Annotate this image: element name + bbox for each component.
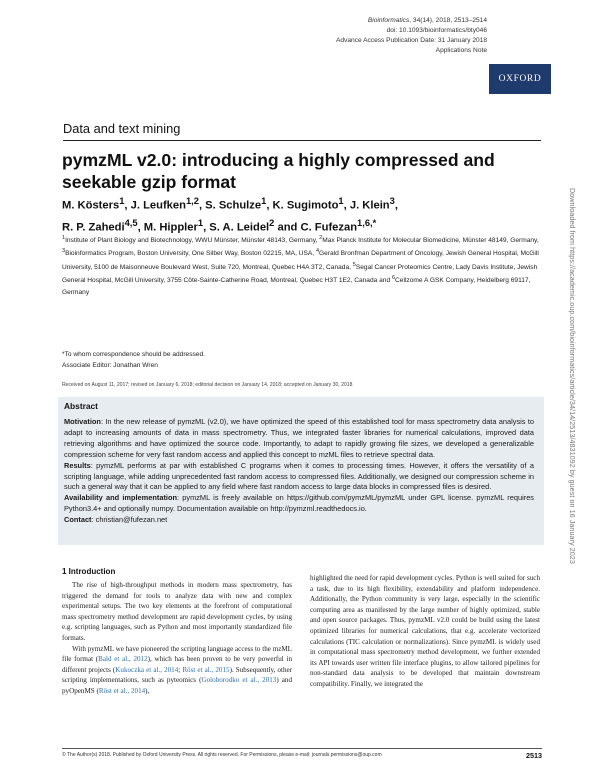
- author-affiliation-marker: 2: [269, 217, 275, 228]
- author[interactable]: S. A. Leidel: [209, 221, 270, 234]
- paragraph-text: ). Subsequently, other scripting implementations, such as pyteomics (: [62, 665, 292, 685]
- author-affiliation-marker: 1: [119, 196, 125, 206]
- reference-link[interactable]: Kukoczka et al., 2014: [115, 665, 179, 674]
- abstract-results: [64, 461, 534, 494]
- author[interactable]: C. Fufezan: [300, 221, 358, 234]
- intro-paragraph-2: [62, 644, 292, 697]
- introduction-heading: 1 Introduction: [62, 567, 116, 576]
- contact-email[interactable]: : christian@fufezan.net: [91, 515, 168, 525]
- correspondence-note: *To whom correspondence should be addressed.: [62, 351, 205, 358]
- body-right-column: [310, 573, 540, 690]
- author-list: [62, 193, 502, 236]
- contact-label: Contact: [64, 515, 92, 525]
- reference-link[interactable]: Bald et al., 2012: [98, 655, 148, 664]
- reference-link[interactable]: Goloborodko et al., 2013: [201, 676, 277, 685]
- abstract-box: [58, 397, 544, 545]
- doi[interactable]: doi: 10.1093/bioinformatics/bty046: [386, 27, 487, 34]
- affiliations: [62, 233, 540, 298]
- intro-paragraph-continued: highlighted the need for rapid development cycles. Python is well suited for such a task, due to its high flexibility, extendability and platform independence. Additionally, the Python community is very large, especially in the scientific computing area as manifested by the large number of highly optimized, stable and open source packages. Thus, pymzML v2.0 could be build using the latest optimized libraries for numerical calculations, that e.g. accelerate vectorized calculations (TIC calculation or normalizations). Since pymzML is widely used in computational mass spectrometry method development, we further extended its API towards user written file interface plugins, to allow tailored pipelines for non-standard data analysis to be developed that maintain downstream compatibility. Finally, we integrated the: [310, 574, 540, 688]
- author-affiliation-marker: 1: [197, 217, 204, 228]
- author-affiliation-marker: 1,2: [185, 196, 199, 206]
- received-dates: Received on August 11, 2017; revised on January 6, 2018; editorial decision on January 14, 2018; accepted on January 30, 2018: [62, 382, 353, 388]
- affiliation-text: Segal Cancer Proteomics Centre, Lady Davis Institute, Jewish General Hospital, McGill University, 3755 Côte-Sainte-Catherine Road, Montreal, Quebec H3T 1E2, Canada and: [62, 263, 538, 285]
- results-text: : pymzML performs at par with established C programs when it comes to processing times. However, it offers the versatility of a scripting language, while adding unprecedented fast random access to compressed files. Additionally, we designed our compression scheme in such a general way that it can be applied to any field where fast random access to large data blocks in compressed files is desired.: [64, 460, 534, 492]
- motivation-label: Motivation: [64, 417, 101, 426]
- author-line-2: R. P. Zahedi$^{4,5}$, M. Hippler$^1$, S. A. Leidel$^2$ and C. Fufezan$^{1,6,*}$: [62, 217, 377, 234]
- paragraph-text: ;: [178, 665, 183, 674]
- oxford-logo[interactable]: [489, 64, 551, 94]
- author[interactable]: M. Hippler: [143, 221, 198, 234]
- author-affiliation-marker: 1: [338, 196, 344, 206]
- paragraph-text: ), which has been proven to be very powerful in different projects (: [62, 655, 292, 674]
- reference-link[interactable]: Röst et al., 2015: [182, 665, 230, 674]
- author-affiliation-marker: 1: [261, 196, 267, 206]
- author[interactable]: S. Schulze: [205, 199, 262, 212]
- author[interactable]: J. Klein: [349, 199, 390, 212]
- affiliation-text: Institute of Plant Biology and Biotechnology, WWU Münster, Münster 48143, Germany,: [65, 237, 320, 245]
- author-affiliation-marker: 1,6,*: [357, 217, 377, 228]
- affiliation-number: 2: [319, 235, 323, 241]
- oxford-logo-text: OXFORD: [498, 74, 542, 84]
- results-label: Results: [64, 460, 91, 470]
- body-left-column: [62, 580, 292, 697]
- journal-name: Bioinformatics: [367, 17, 410, 24]
- motivation-text: : In the new release of pymzML (v2.0), we have optimized the speed of this established tool for mass spectrometry data analysis to adapt to increasing amounts of data in mass spectrometry. Thus, we integrated faster libraries for numerical calculations, improved data retrieving algorithms and have optimized the source code. Importantly, to adapt to rapidly growing file sizes, we developed a generalizable compression scheme for very fast random access and applied this concept to mzML files to retrieve spectral data.: [64, 417, 534, 459]
- author-affiliation-marker: 4,5: [124, 217, 138, 228]
- copyright-notice: © The Author(s) 2018. Published by Oxford University Press. All rights reserved. For Permissions, please e-mail: journals.permissions@oup.com: [62, 752, 382, 758]
- author[interactable]: J. Leufken: [130, 199, 186, 212]
- availability-label: Availability and implementation: [64, 493, 177, 503]
- paragraph-text: ) and pyOpenMS (: [62, 676, 292, 695]
- affiliation-number: 3: [62, 248, 66, 255]
- advance-access-date: Advance Access Publication Date: 31 January 2018: [335, 37, 487, 44]
- section-category: Data and text mining: [63, 121, 181, 136]
- author[interactable]: K. Sugimoto: [272, 199, 339, 212]
- availability-text[interactable]: : pymzML is freely available on https://github.com/pymzML/pymzML under GPL license. pymzML requires Python3.4+ and optionally numpy. Documentation available on http://pymzml.readthedocs.io.: [64, 493, 534, 514]
- header-divider: [63, 140, 541, 141]
- footer-divider: [62, 748, 542, 749]
- reference-link[interactable]: Röst et al., 2014: [98, 686, 146, 695]
- abstract-motivation: [64, 417, 534, 461]
- intro-paragraph-1: The rise of high-throughput methods in modern mass spectrometry, has triggered the demand for tools to analyze data with new and complex experimental setups. The two key elements at the forefront of computational mass spectrometry method development are rapid development cycles, by using e.g. scripting languages, such as Python and most importantly standardized file formats.: [62, 581, 292, 642]
- affiliation-text: Max Planck Institute for Molecular Biomedicine, Münster 48149, Germany,: [322, 237, 539, 245]
- affiliation-number: 1: [62, 235, 66, 241]
- author-affiliation-marker: 3: [389, 196, 395, 206]
- paragraph-text: With pymzML we have pioneered the scripting language access to the mzML file format (: [62, 644, 292, 664]
- download-watermark: Downloaded from https://academic.oup.com/bioinformatics/article/34/14/2513/4831092 by guest on 16 January 2023: [568, 188, 577, 564]
- affiliation-text: Gerald Bronfman Department of Oncology, Jewish General Hospital, McGill University, 5100 de Maisonneuve Boulevard West, Suite 720, Montreal, Quebec H4A 3T2, Canada,: [62, 250, 539, 271]
- affiliation-text: Cellzome A GSK Company, Heidelberg 69117, Germany: [62, 277, 531, 296]
- correspondence-block: [62, 349, 540, 371]
- associate-editor: Associate Editor: Jonathan Wren: [62, 362, 158, 370]
- abstract-body: [64, 417, 534, 526]
- article-title: pymzML v2.0: introducing a highly compressed and seekable gzip format: [62, 150, 495, 192]
- abstract-availability: [64, 493, 534, 515]
- affiliation-number: 4: [315, 248, 320, 255]
- citation-details: , 34(14), 2018, 2513–2514: [409, 17, 487, 24]
- author-line-1: M. Kösters$^1$, J. Leufken$^{1,2}$, S. Schulze$^1$, K. Sugimoto$^1$, J. Klein$^3$,: [62, 196, 398, 212]
- abstract-contact: [64, 515, 534, 526]
- author[interactable]: R. P. Zahedi: [62, 221, 125, 234]
- affiliation-number: 5: [352, 261, 356, 268]
- author[interactable]: M. Kösters: [62, 199, 120, 212]
- affiliation-number: 6: [391, 275, 396, 282]
- paragraph-text: ),: [145, 686, 150, 695]
- page-number: 2513: [526, 751, 542, 760]
- article-type: Applications Note: [435, 47, 487, 54]
- abstract-heading: Abstract: [64, 401, 98, 411]
- article-metadata: [336, 16, 487, 56]
- affiliation-text: Bioinformatics Program, Boston University, One Silber Way, Boston 02215, MA, USA,: [65, 250, 316, 258]
